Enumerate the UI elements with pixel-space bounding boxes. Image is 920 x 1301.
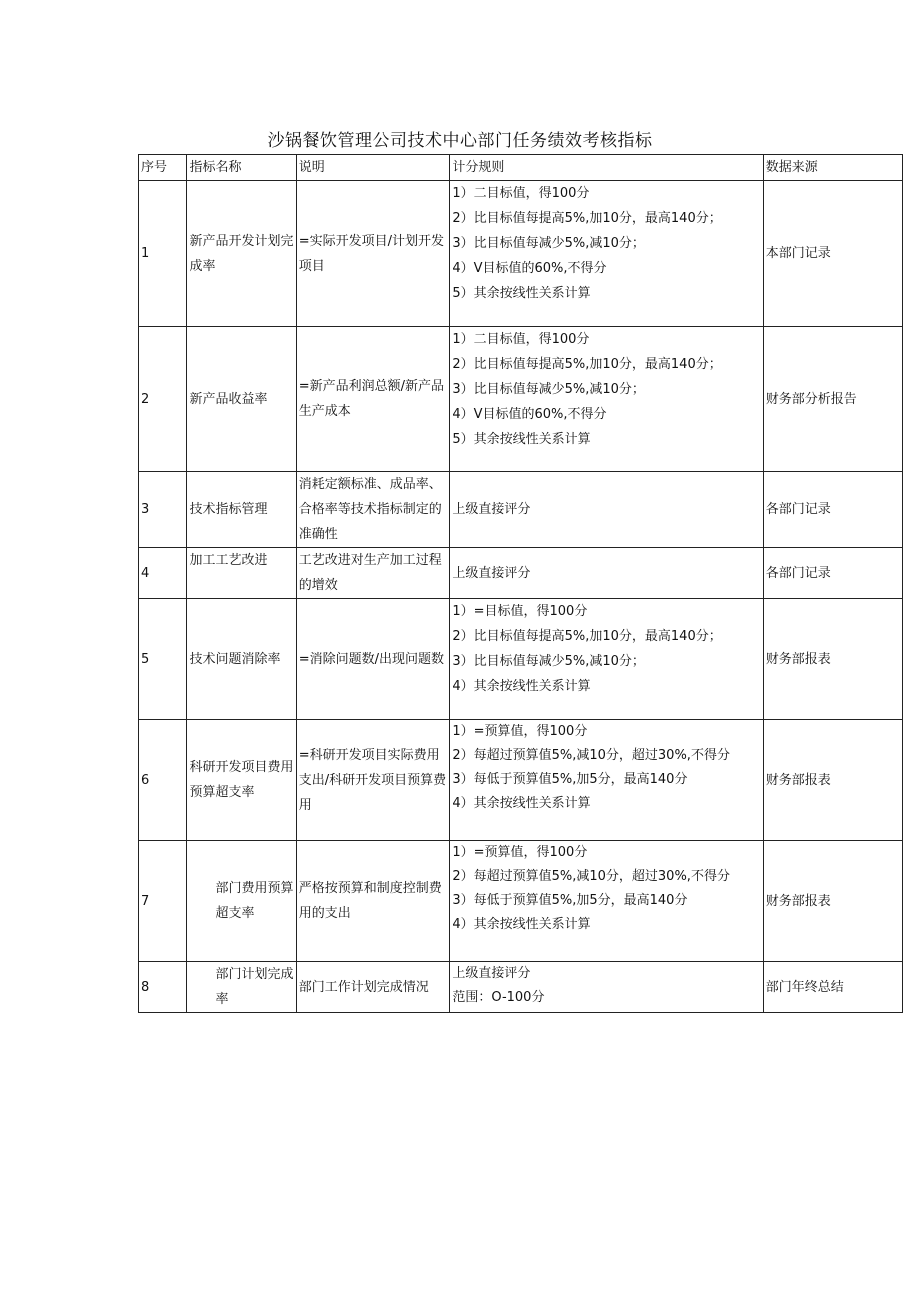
cell-desc: 消耗定额标准、成品率、合格率等技术指标制定的准确性 (296, 472, 450, 548)
cell-name: 新产品开发计划完成率 (187, 181, 296, 327)
rule-line: 上级直接评分 (452, 966, 531, 981)
cell-rule (450, 841, 763, 962)
cell-rule (450, 548, 763, 599)
cell-desc: =实际开发项目/计划开发项目 (296, 181, 450, 327)
cell-source: 各部门记录 (763, 548, 902, 599)
rule-line: 5）其余按线性关系计算 (452, 286, 591, 301)
cell-no: 5 (139, 599, 187, 720)
rule-line: 4）V目标值的60%,不得分 (452, 261, 607, 276)
rule-line: 1）=目标值，得100分 (452, 604, 588, 619)
cell-desc: 严格按预算和制度控制费用的支出 (296, 841, 450, 962)
cell-no: 7 (139, 841, 187, 962)
cell-rule (450, 472, 763, 548)
cell-name: 新产品收益率 (187, 327, 296, 472)
cell-name: 技术问题消除率 (187, 599, 296, 720)
header-cell-no: 序号 (139, 155, 187, 181)
header-cell-rule: 计分规则 (450, 155, 763, 181)
rule-line: 4）其余按线性关系计算 (452, 796, 591, 811)
cell-rule (450, 720, 763, 841)
header-cell-name: 指标名称 (187, 155, 296, 181)
cell-desc: =消除问题数/出现问题数 (296, 599, 450, 720)
cell-source: 财务部报表 (763, 720, 902, 841)
cell-no: 2 (139, 327, 187, 472)
rule-line: 范围：O-100分 (452, 990, 545, 1005)
rule-line: 2）比目标值每提高5%,加10分，最高140分； (452, 211, 722, 226)
cell-rule (450, 599, 763, 720)
cell-name: 部门费用预算超支率 (187, 841, 296, 962)
cell-source: 财务部报表 (763, 841, 902, 962)
cell-rule (450, 962, 763, 1013)
rule-line: 1）=预算值，得100分 (452, 845, 588, 860)
cell-desc: =科研开发项目实际费用支出/科研开发项目预算费用 (296, 720, 450, 841)
table-row (139, 181, 903, 327)
cell-name: 科研开发项目费用预算超支率 (187, 720, 296, 841)
rule-line: 3）每低于预算值5%,加5分，最高140分 (452, 772, 688, 787)
cell-rule (450, 327, 763, 472)
rule-line: 2）比目标值每提高5%,加10分，最高140分； (452, 357, 722, 372)
cell-no: 6 (139, 720, 187, 841)
cell-source: 各部门记录 (763, 472, 902, 548)
cell-source: 财务部报表 (763, 599, 902, 720)
cell-no: 3 (139, 472, 187, 548)
cell-no: 4 (139, 548, 187, 599)
kpi-table (138, 154, 903, 1013)
rule-line: 4）其余按线性关系计算 (452, 679, 591, 694)
cell-source: 部门年终总结 (763, 962, 902, 1013)
rule-line: 4）其余按线性关系计算 (452, 917, 591, 932)
table-row (139, 841, 903, 962)
cell-no: 1 (139, 181, 187, 327)
cell-no: 8 (139, 962, 187, 1013)
cell-name: 部门计划完成率 (187, 962, 296, 1013)
cell-rule (450, 181, 763, 327)
table-row (139, 472, 903, 548)
cell-desc: 部门工作计划完成情况 (296, 962, 450, 1013)
rule-line: 1）=预算值，得100分 (452, 724, 588, 739)
cell-name: 技术指标管理 (187, 472, 296, 548)
header-cell-desc: 说明 (296, 155, 450, 181)
document-title: 沙锅餐饮管理公司技术中心部门任务绩效考核指标 (267, 131, 653, 151)
table-row (139, 720, 903, 841)
table-header-row (139, 155, 903, 181)
table-row (139, 962, 903, 1013)
header-cell-source: 数据来源 (763, 155, 902, 181)
rule-line: 2）每超过预算值5%,减10分，超过30%,不得分 (452, 748, 730, 763)
rule-line: 上级直接评分 (452, 565, 531, 581)
table-row (139, 599, 903, 720)
cell-source: 本部门记录 (763, 181, 902, 327)
rule-line: 3）比目标值每减少5%,减10分； (452, 236, 645, 251)
rule-line: 3）每低于预算值5%,加5分，最高140分 (452, 893, 688, 908)
rule-line: 3）比目标值每减少5%,减10分； (452, 654, 645, 669)
cell-desc: =新产品利润总额/新产品生产成本 (296, 327, 450, 472)
cell-source: 财务部分析报告 (763, 327, 902, 472)
rule-line: 1）二目标值，得100分 (452, 186, 590, 201)
rule-line: 4）V目标值的60%,不得分 (452, 407, 607, 422)
rule-line: 5）其余按线性关系计算 (452, 432, 591, 447)
rule-line: 3）比目标值每减少5%,减10分； (452, 382, 645, 397)
rule-line: 2）每超过预算值5%,减10分，超过30%,不得分 (452, 869, 730, 884)
table-row (139, 327, 903, 472)
rule-line: 2）比目标值每提高5%,加10分，最高140分； (452, 629, 722, 644)
table-row (139, 548, 903, 599)
rule-line: 1）二目标值，得100分 (452, 332, 590, 347)
cell-desc: 工艺改进对生产加工过程的增效 (296, 548, 450, 599)
cell-name: 加工工艺改进 (187, 548, 296, 599)
rule-line: 上级直接评分 (452, 502, 531, 517)
